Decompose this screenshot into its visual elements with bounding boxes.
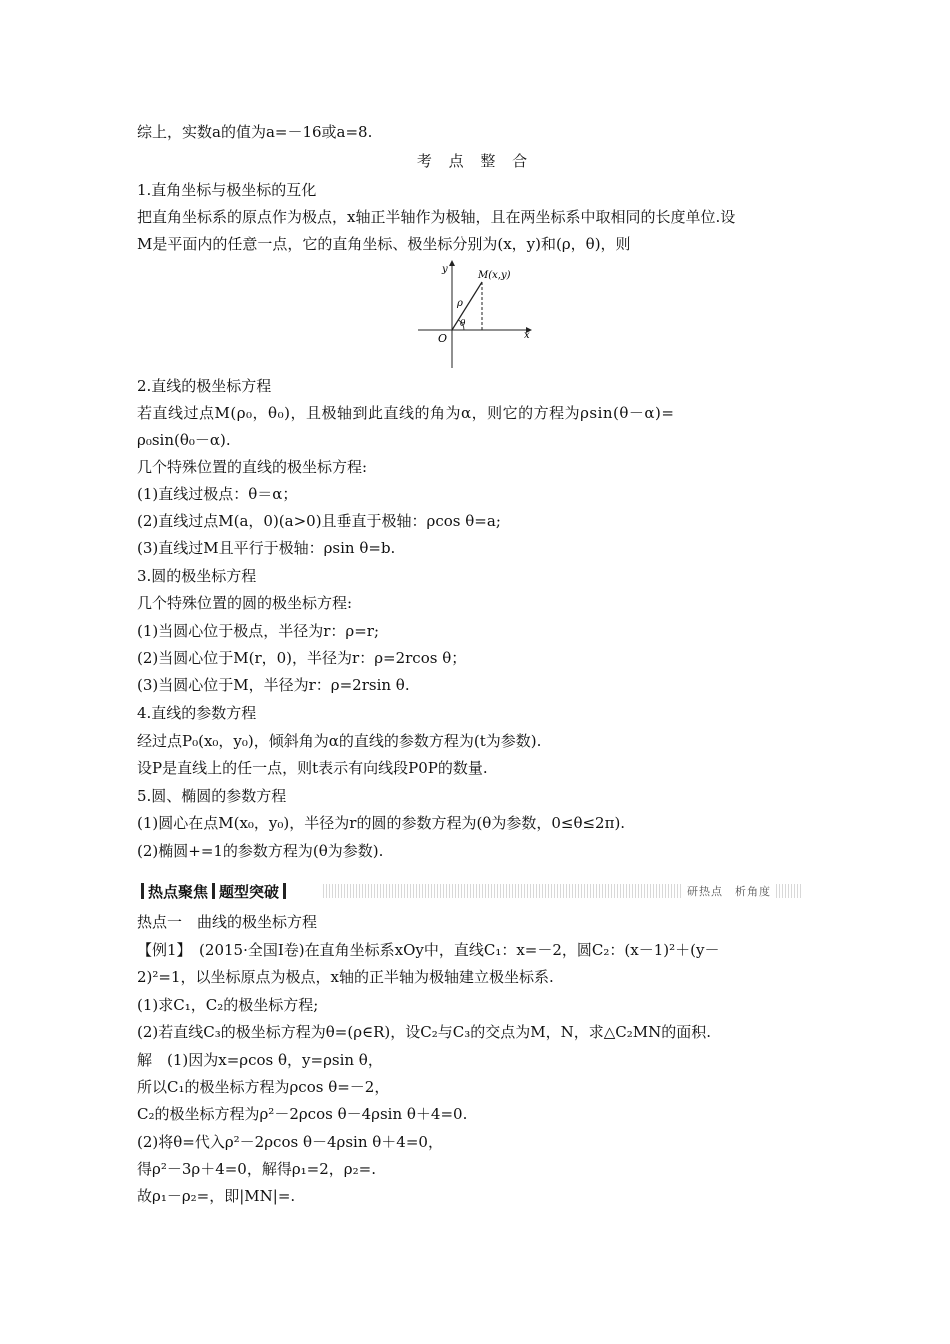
point-m-label: M(x,y) bbox=[478, 270, 511, 281]
solution-line-6: 故ρ₁－ρ₂=，即|MN|=. bbox=[137, 1187, 296, 1205]
banner-bar-icon bbox=[283, 883, 286, 899]
solution-line-1: 解 (1)因为x=ρcos θ，y=ρsin θ， bbox=[137, 1051, 383, 1069]
paragraph-4: ρ₀sin(θ₀－α). bbox=[137, 431, 231, 449]
banner-subtitle: 研热点 析角度 bbox=[683, 883, 775, 899]
paragraph-13: 经过点P₀(x₀，y₀)，倾斜角为α的直线的参数方程为(t为参数). bbox=[137, 732, 542, 750]
y-axis-label: y bbox=[442, 264, 448, 275]
banner-title-b: 题型突破 bbox=[219, 882, 280, 901]
example-line-1: 【例1】 (2015·全国Ⅰ卷)在直角坐标系xOy中，直线C₁：x=－2，圆C₂：(x－1)²＋(y－ bbox=[137, 941, 720, 959]
section-banner bbox=[137, 880, 803, 902]
circle-line-2: (2)当圆心位于M(r，0)，半径为r：ρ=2rcos θ； bbox=[137, 649, 467, 667]
heading-4: 4.直线的参数方程 bbox=[137, 704, 257, 722]
heading-5: 5.圆、椭圆的参数方程 bbox=[137, 787, 287, 805]
paragraph-14: 设P是直线上的任一点，则t表示有向线段P0P的数量. bbox=[137, 759, 488, 777]
conclusion-line: 综上，实数a的值为a=－16或a=8. bbox=[137, 123, 373, 141]
paragraph-15: (1)圆心在点M(x₀，y₀)，半径为r的圆的参数方程为(θ为参数，0≤θ≤2π). bbox=[137, 814, 626, 832]
solution-line-3: C₂的极坐标方程为ρ²－2ρcos θ－4ρsin θ＋4=0. bbox=[137, 1105, 468, 1123]
circle-line-3: (3)当圆心位于M，半径为r：ρ=2rsin θ. bbox=[137, 676, 410, 694]
hotspot-heading: 热点一 曲线的极坐标方程 bbox=[137, 913, 318, 931]
heading-1: 1.直角坐标与极坐标的互化 bbox=[137, 181, 317, 199]
paragraph-16: (2)椭圆+=1的参数方程为(θ为参数). bbox=[137, 842, 384, 860]
origin-label: O bbox=[438, 332, 448, 345]
banner-title bbox=[137, 880, 290, 902]
solution-line-5: 得ρ²－3ρ＋4=0，解得ρ₁=2，ρ₂=. bbox=[137, 1160, 376, 1178]
solution-line-4: (2)将θ=代入ρ²－2ρcos θ－4ρsin θ＋4=0， bbox=[137, 1133, 443, 1151]
paragraph-1: 把直角坐标系的原点作为极点，x轴正半轴作为极轴，且在两坐标系中取相同的长度单位.设 bbox=[137, 208, 736, 226]
example-line-3: (1)求C₁，C₂的极坐标方程; bbox=[137, 996, 319, 1014]
item-line-2: (2)直线过点M(a，0)(a>0)且垂直于极轴：ρcos θ=a; bbox=[137, 512, 501, 530]
paragraph-9: 几个特殊位置的圆的极坐标方程: bbox=[137, 594, 353, 612]
rho-label: ρ bbox=[457, 298, 463, 309]
item-line-1: (1)直线过极点：θ＝α； bbox=[137, 485, 298, 503]
heading-3: 3.圆的极坐标方程 bbox=[137, 567, 257, 585]
x-axis-label: x bbox=[524, 330, 530, 341]
polar-coordinate-figure bbox=[414, 258, 534, 370]
banner-bar-icon bbox=[212, 883, 215, 899]
paragraph-5: 几个特殊位置的直线的极坐标方程: bbox=[137, 458, 368, 476]
item-line-3: (3)直线过M且平行于极轴：ρsin θ=b. bbox=[137, 539, 396, 557]
section-title: 考 点 整 合 bbox=[416, 152, 534, 170]
solution-line-2: 所以C₁的极坐标方程为ρcos θ=－2， bbox=[137, 1078, 390, 1096]
banner-title-a: 热点聚焦 bbox=[148, 882, 209, 901]
theta-label: θ bbox=[460, 319, 466, 329]
heading-2: 2.直线的极坐标方程 bbox=[137, 377, 272, 395]
paragraph-2: M是平面内的任意一点，它的直角坐标、极坐标分别为(x，y)和(ρ，θ)，则 bbox=[137, 235, 631, 253]
circle-line-1: (1)当圆心位于极点，半径为r：ρ=r; bbox=[137, 622, 380, 640]
example-line-2: 2)²=1，以坐标原点为极点，x轴的正半轴为极轴建立极坐标系. bbox=[137, 968, 554, 986]
paragraph-3: 若直线过点M(ρ₀，θ₀)，且极轴到此直线的角为α，则它的方程为ρsin(θ－α)= bbox=[137, 404, 675, 422]
banner-bar-icon bbox=[141, 883, 144, 899]
example-line-4: (2)若直线C₃的极坐标方程为θ=(ρ∈R)，设C₂与C₃的交点为M，N，求△C₂MN的面积. bbox=[137, 1023, 712, 1041]
